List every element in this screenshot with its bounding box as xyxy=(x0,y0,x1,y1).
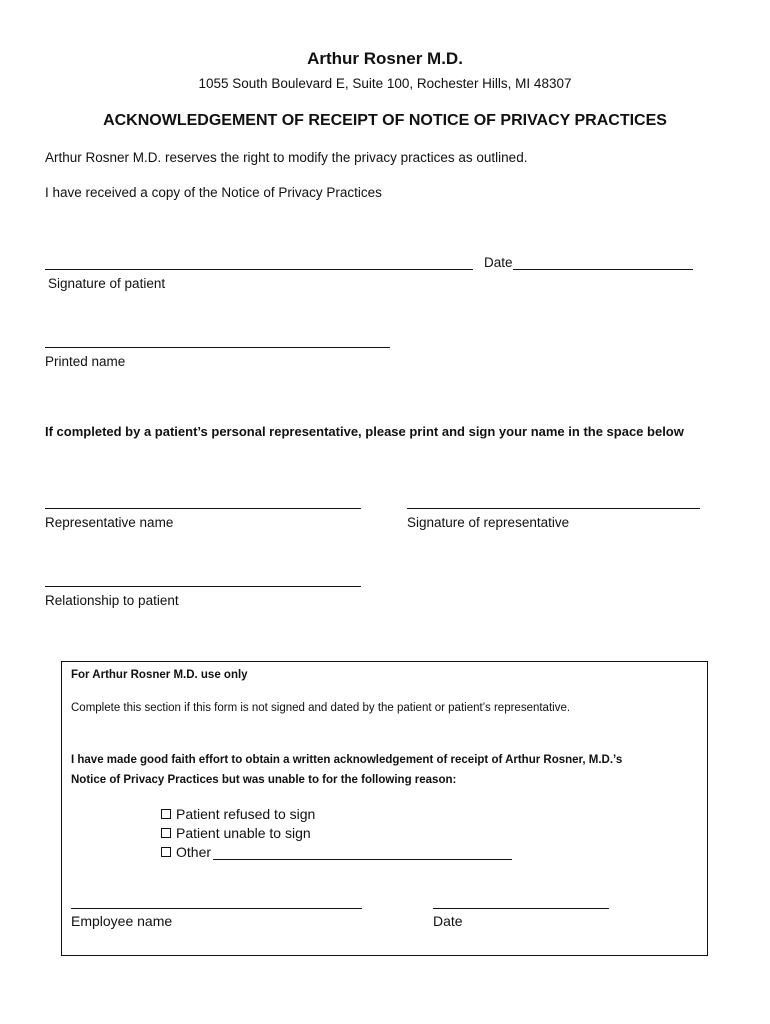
date-line[interactable] xyxy=(513,269,693,270)
reason-unable-label: Patient unable to sign xyxy=(176,825,311,841)
employee-name-label: Employee name xyxy=(71,913,173,929)
employee-date-line[interactable] xyxy=(433,908,609,909)
printed-name-label: Printed name xyxy=(45,354,126,369)
checkbox-icon[interactable] xyxy=(161,828,171,838)
employee-name-line[interactable] xyxy=(71,908,362,909)
reason-other-label: Other xyxy=(176,844,212,860)
form-title: ACKNOWLEDGEMENT OF RECEIPT OF NOTICE OF PRIVACY PRACTICES xyxy=(103,112,667,129)
checkbox-icon[interactable] xyxy=(161,809,171,819)
representative-name-line[interactable] xyxy=(45,508,361,509)
relationship-line[interactable] xyxy=(45,586,361,587)
other-reason-line[interactable] xyxy=(213,859,512,860)
representative-signature-label: Signature of representative xyxy=(407,515,570,530)
good-faith-statement-line1: I have made good faith effort to obtain a written acknowledgement of receipt of Arthur Rosner, M.D.’s xyxy=(71,754,623,766)
representative-signature-line[interactable] xyxy=(407,508,700,509)
employee-date-label: Date xyxy=(433,913,463,929)
reason-refused-label: Patient refused to sign xyxy=(176,806,316,822)
reason-unable[interactable] xyxy=(161,825,311,841)
patient-signature-label: Signature of patient xyxy=(48,276,166,291)
patient-signature-line[interactable] xyxy=(45,269,473,270)
representative-instruction: If completed by a patient’s personal representative, please print and sign your name in the space below xyxy=(45,424,684,439)
office-use-instruction: Complete this section if this form is not signed and dated by the patient or patient’s representative. xyxy=(71,702,571,714)
reason-refused[interactable] xyxy=(161,806,315,822)
practice-address: 1055 South Boulevard E, Suite 100, Rochester Hills, MI 48307 xyxy=(198,76,572,91)
date-label: Date xyxy=(484,255,513,270)
received-statement: I have received a copy of the Notice of Privacy Practices xyxy=(45,185,382,200)
reason-other[interactable] xyxy=(161,844,211,860)
printed-name-line[interactable] xyxy=(45,347,390,348)
rights-statement: Arthur Rosner M.D. reserves the right to modify the privacy practices as outlined. xyxy=(45,150,528,165)
checkbox-icon[interactable] xyxy=(161,847,171,857)
office-use-heading: For Arthur Rosner M.D. use only xyxy=(71,669,248,681)
practice-name: Arthur Rosner M.D. xyxy=(307,49,463,68)
relationship-label: Relationship to patient xyxy=(45,593,179,608)
representative-name-label: Representative name xyxy=(45,515,174,530)
good-faith-statement-line2: Notice of Privacy Practices but was unable to for the following reason: xyxy=(71,774,457,786)
